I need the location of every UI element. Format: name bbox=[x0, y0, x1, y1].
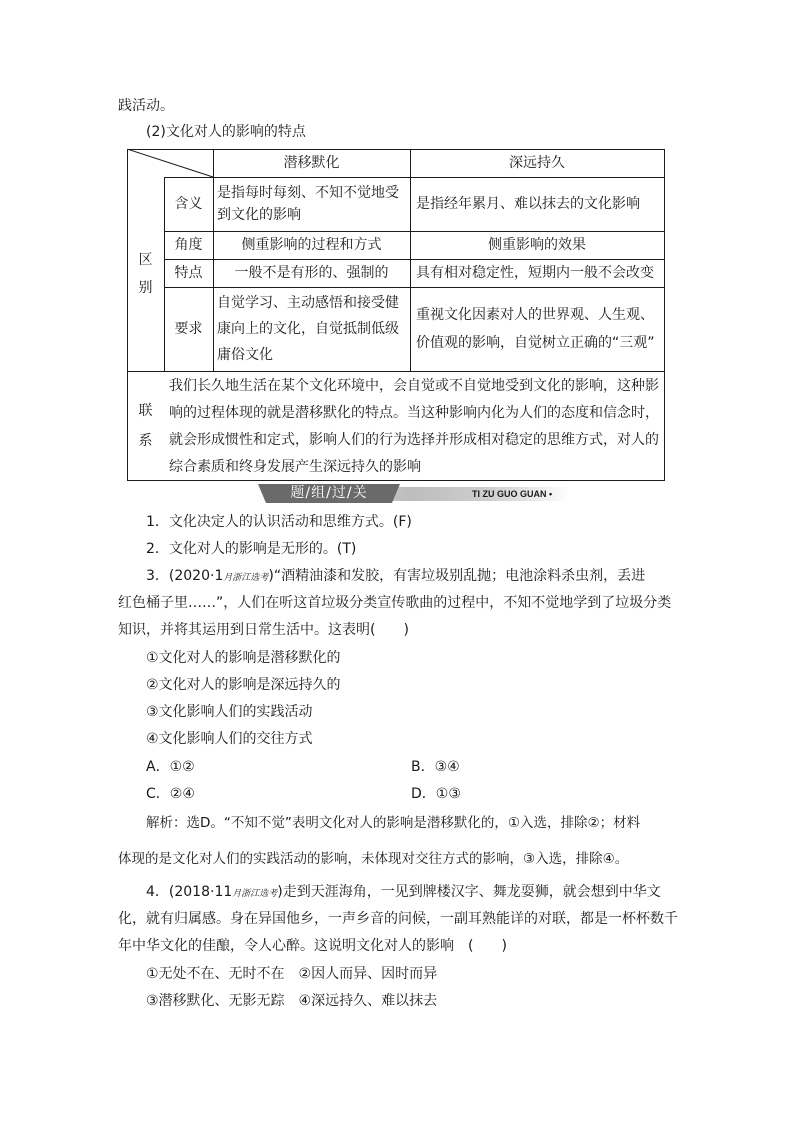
header-subtle-influence: 潜移默化 bbox=[283, 155, 340, 171]
banner-english: TI ZU GUO GUAN • bbox=[472, 489, 553, 499]
link-text-line: 就会形成惯性和定式，影响人们的行为选择并形成相对稳定的思维方式，对人的 bbox=[169, 432, 659, 448]
question-4-source: 月浙江选考 bbox=[232, 889, 278, 899]
cell-link-text bbox=[169, 373, 663, 481]
choice-a: A．①② bbox=[146, 759, 195, 775]
corner-diagonal bbox=[127, 149, 214, 178]
question-3-option-4: ④文化影响人们的交往方式 bbox=[146, 731, 313, 747]
row-label-feature: 特点 bbox=[174, 265, 203, 281]
cell-requirement-subtle: 自觉学习、主动感悟和接受健 康向上的文化，自觉抵制低级 庸俗文化 bbox=[217, 295, 399, 363]
cell-meaning-subtle: 是指每时每刻、不知不觉地受 到文化的影响 bbox=[217, 185, 399, 223]
row-label-meaning: 含义 bbox=[174, 196, 203, 212]
link-text-line: 我们长久地生活在某个文化环境中，会自觉或不自觉地受到文化的影响，这种影 bbox=[169, 378, 659, 394]
link-text-line: 响的过程体现的就是潜移默化的特点。当这种影响内化为人们的态度和信念时， bbox=[169, 405, 659, 421]
group-label-difference: 区 别 bbox=[138, 252, 153, 296]
question-3-option-2: ②文化对人的影响是深远持久的 bbox=[146, 677, 341, 693]
question-3-option-3: ③文化影响人们的实践活动 bbox=[146, 704, 313, 720]
cell-angle-lasting: 侧重影响的效果 bbox=[488, 237, 586, 253]
question-4-options-2: ③潜移默化、无影无踪 ④深远持久、难以抹去 bbox=[146, 993, 438, 1009]
choice-d: D．①③ bbox=[411, 786, 461, 802]
cell-meaning-lasting: 是指经年累月、难以抹去的文化影响 bbox=[416, 196, 640, 212]
row-label-angle: 角度 bbox=[174, 237, 203, 253]
question-4-line-1: 4．(2018·11月浙江选考)走到天涯海角，一见到牌楼汉字、舞龙耍狮，就会想到中华文 bbox=[146, 884, 661, 900]
question-4-options-1: ①无处不在、无时不在 ②因人而异、因时而异 bbox=[146, 966, 438, 982]
cell-feature-subtle: 一般不是有形的、强制的 bbox=[234, 265, 389, 281]
question-1: 1．文化决定人的认识活动和思维方式。(F) bbox=[146, 514, 412, 530]
intro-tail-text: 践活动。 bbox=[118, 98, 174, 114]
row-label-requirement: 要求 bbox=[174, 321, 203, 337]
choice-b: B．③④ bbox=[411, 759, 460, 775]
cell-feature-lasting: 具有相对稳定性，短期内一般不会改变 bbox=[416, 265, 654, 281]
header-lasting-influence: 深远持久 bbox=[509, 155, 565, 171]
analysis-line-2: 体现的是文化对人们的实践活动的影响，未体现对交往方式的影响，③入选，排除④。 bbox=[118, 851, 629, 867]
group-label-link: 联 系 bbox=[138, 402, 153, 449]
question-4-line-3: 年中华文化的佳酿，令人心醉。这说明文化对人的影响 ( ) bbox=[118, 938, 507, 954]
question-2: 2．文化对人的影响是无形的。(T) bbox=[146, 541, 357, 557]
exercise-banner bbox=[256, 484, 570, 503]
analysis-line-1: 解析：选D。“不知不觉”表明文化对人的影响是潜移默化的，①入选，排除②；材料 bbox=[146, 815, 641, 831]
question-4-line-2: 化，就有归属感。身在异国他乡，一声乡音的问候，一副耳熟能详的对联，都是一杯杯数千 bbox=[118, 911, 678, 927]
banner-title: 题/组/过/关 bbox=[266, 484, 392, 503]
comparison-table bbox=[127, 149, 665, 481]
question-3-option-1: ①文化对人的影响是潜移默化的 bbox=[146, 650, 341, 666]
choice-c: C．②④ bbox=[146, 786, 195, 802]
cell-requirement-lasting: 重视文化因素对人的世界观、人生观、 价值观的影响，自觉树立正确的“三观” bbox=[416, 307, 655, 351]
question-3-line-2: 红色桶子里……”，人们在听这首垃圾分类宣传歌曲的过程中，不知不觉地学到了垃圾分类 bbox=[118, 595, 672, 611]
cell-angle-subtle: 侧重影响的过程和方式 bbox=[241, 237, 382, 253]
section-heading: (2)文化对人的影响的特点 bbox=[146, 124, 306, 140]
question-3-source: 月浙江选考 bbox=[223, 573, 269, 583]
link-text-line: 综合素质和终身发展产生深远持久的影响 bbox=[169, 459, 421, 475]
question-3-line-1: 3．(2020·1月浙江选考)“酒精油漆和发胶，有害垃圾别乱抛；电池涂料杀虫剂，丢进 bbox=[146, 568, 646, 584]
question-3-line-3: 知识，并将其运用到日常生活中。这表明( ) bbox=[118, 622, 409, 638]
